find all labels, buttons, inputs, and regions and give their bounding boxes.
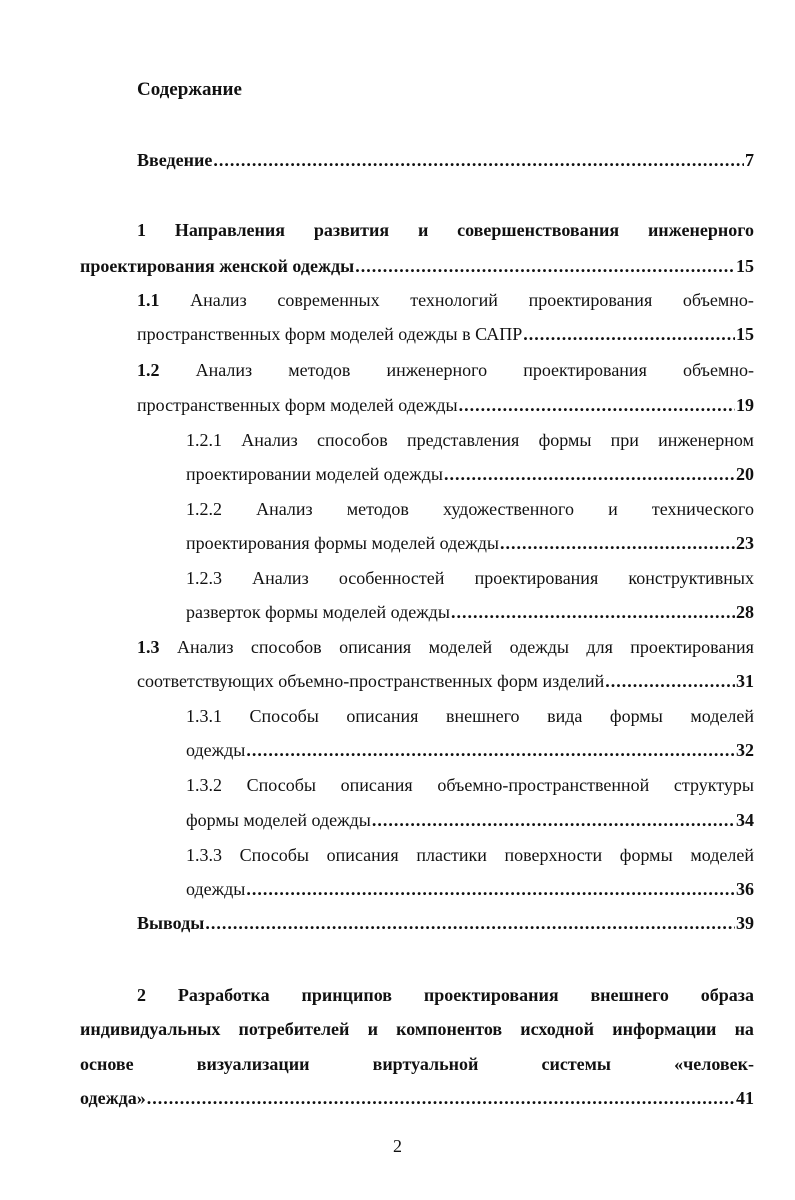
toc-word: методов: [346, 499, 409, 519]
toc-word: Способы: [246, 775, 316, 795]
toc-entry-1-3-line1[interactable]: [137, 635, 754, 659]
toc-word: исходной: [520, 1019, 595, 1039]
toc-page-number: 19: [736, 395, 754, 415]
toc-entry-1-2-1-line1[interactable]: [186, 428, 754, 452]
leader-dots: [523, 322, 735, 346]
toc-entry-1-3-2-line1[interactable]: [186, 773, 754, 797]
toc-word: компонентов: [396, 1019, 503, 1039]
toc-word: при: [610, 430, 639, 450]
toc-word: проектирования: [630, 637, 754, 657]
toc-word: формы: [609, 706, 663, 726]
leader-dots: [500, 531, 735, 555]
leader-dots: [205, 911, 735, 935]
subsection-number: 1.2.1: [186, 430, 222, 450]
toc-word: инженерном: [658, 430, 754, 450]
toc-label: одежда»: [80, 1088, 146, 1108]
toc-word: методов: [288, 360, 351, 380]
toc-word: и: [608, 499, 618, 519]
toc-word: принципов: [301, 985, 392, 1005]
toc-page-number: 39: [736, 913, 754, 933]
toc-word: проектирования: [528, 290, 653, 310]
toc-word: художественного: [443, 499, 574, 519]
toc-word: формы: [538, 430, 592, 450]
toc-word: Способы: [239, 845, 309, 865]
toc-page-number: 36: [736, 879, 754, 899]
leader-dots: [246, 877, 735, 901]
toc-entry-ch2-line2[interactable]: [80, 1017, 754, 1041]
toc-label: соответствующих объемно-пространственных форм изделий: [137, 671, 605, 691]
chapter-number: 1: [137, 220, 146, 240]
toc-word: технологий: [410, 290, 498, 310]
toc-word: потребителей: [238, 1019, 350, 1039]
toc-word: Анализ: [190, 290, 247, 310]
toc-page-number: 34: [736, 810, 754, 830]
toc-word: для: [586, 637, 613, 657]
toc-word: проектирования: [523, 360, 647, 380]
toc-word: особенностей: [338, 568, 445, 588]
toc-word: технического: [651, 499, 754, 519]
toc-entry-1-2-2-line2[interactable]: [186, 531, 754, 555]
toc-label: формы моделей одежды: [186, 810, 371, 830]
toc-word: описания: [326, 845, 399, 865]
toc-word: моделей: [690, 706, 754, 726]
toc-word: «человек-: [674, 1054, 754, 1074]
toc-word: проектирования: [423, 985, 559, 1005]
toc-word: описания: [339, 637, 412, 657]
toc-page-number: 15: [736, 324, 754, 344]
toc-word: проектирования: [474, 568, 599, 588]
toc-entry-1-2-1-line2[interactable]: [186, 462, 754, 486]
toc-word: развития: [313, 220, 390, 240]
toc-word: конструктивных: [628, 568, 754, 588]
leader-dots: [451, 600, 735, 624]
subsection-number: 1.3.3: [186, 845, 222, 865]
leader-dots: [213, 148, 744, 172]
toc-word: объемно-: [682, 360, 754, 380]
toc-word: и: [367, 1019, 378, 1039]
toc-entry-1-2-3-line2[interactable]: [186, 600, 754, 624]
toc-word: Анализ: [252, 568, 309, 588]
subsection-number: 1.2.3: [186, 568, 222, 588]
subsection-number: 1.3.1: [186, 706, 222, 726]
toc-entry-ch2-line1[interactable]: [137, 983, 754, 1007]
toc-word: совершенствования: [457, 220, 620, 240]
toc-word: основе: [80, 1054, 134, 1074]
toc-word: пластики: [416, 845, 487, 865]
leader-dots: [372, 808, 735, 832]
toc-entry-intro[interactable]: [137, 148, 754, 172]
toc-word: формы: [619, 845, 673, 865]
toc-page-number: 41: [736, 1088, 754, 1108]
toc-word: и: [417, 220, 429, 240]
toc-word: описания: [346, 706, 419, 726]
toc-word: современных: [277, 290, 380, 310]
toc-entry-1-3-1-line2[interactable]: [186, 738, 754, 762]
toc-page-number: 31: [736, 671, 754, 691]
toc-word: системы: [541, 1054, 611, 1074]
subsection-number: 1.2.2: [186, 499, 222, 519]
toc-word: моделей: [428, 637, 493, 657]
toc-label: пространственных форм моделей одежды в САПР: [137, 324, 523, 344]
section-number: 1.1: [137, 290, 160, 310]
leader-dots: [246, 738, 735, 762]
toc-page-number: 32: [736, 740, 754, 760]
toc-word: поверхности: [504, 845, 603, 865]
leader-dots: [355, 254, 735, 278]
toc-word: Анализ: [241, 430, 298, 450]
toc-word: представления: [406, 430, 520, 450]
toc-entry-ch2-line4[interactable]: [80, 1086, 754, 1110]
toc-word: инженерного: [647, 220, 754, 240]
toc-entry-ch1-line2[interactable]: [80, 254, 754, 278]
toc-word: Направления: [174, 220, 286, 240]
toc-word: внешнего: [445, 706, 520, 726]
page-title: Содержание: [137, 79, 242, 100]
toc-word: визуализации: [196, 1054, 310, 1074]
toc-page-number: 28: [736, 602, 754, 622]
toc-entry-ch1-line1[interactable]: [137, 218, 754, 242]
toc-word: инженерного: [386, 360, 488, 380]
toc-page-number: 23: [736, 533, 754, 553]
toc-word: объемно-: [682, 290, 754, 310]
toc-word: структуры: [673, 775, 754, 795]
toc-word: на: [734, 1019, 754, 1039]
toc-label: проектирования женской одежды: [80, 256, 355, 276]
toc-word: индивидуальных: [80, 1019, 221, 1039]
toc-word: информации: [612, 1019, 717, 1039]
toc-entry-1-3-3-line1[interactable]: [186, 843, 754, 867]
toc-word: вида: [547, 706, 583, 726]
leader-dots: [605, 669, 735, 693]
toc-label: проектирования формы моделей одежды: [186, 533, 499, 553]
toc-page-number: 7: [745, 150, 754, 170]
toc-page-number: 20: [736, 464, 754, 484]
page-number: 2: [393, 1136, 402, 1156]
toc-word: описания: [340, 775, 413, 795]
toc-word: Анализ: [256, 499, 313, 519]
toc-entry-1-2-3-line1[interactable]: [186, 566, 754, 590]
toc-label: пространственных форм моделей одежды: [137, 395, 458, 415]
toc-word: внешнего: [590, 985, 669, 1005]
chapter-number: 2: [137, 985, 146, 1005]
section-number: 1.3: [137, 637, 160, 657]
toc-word: виртуальной: [372, 1054, 479, 1074]
toc-entry-1-1-line1[interactable]: [137, 288, 754, 312]
toc-entry-1-2-line2[interactable]: [137, 393, 754, 417]
toc-entry-1-1-line2[interactable]: [137, 322, 754, 346]
toc-word: образа: [700, 985, 754, 1005]
section-number: 1.2: [137, 360, 160, 380]
toc-entry-conclusions[interactable]: [137, 911, 754, 935]
toc-word: моделей: [690, 845, 754, 865]
toc-label: одежды: [186, 879, 246, 899]
toc-word: способов: [250, 637, 322, 657]
toc-word: объемно-пространственной: [437, 775, 650, 795]
leader-dots: [459, 393, 735, 417]
toc-label: Введение: [137, 150, 213, 170]
toc-word: Анализ: [195, 360, 253, 380]
leader-dots: [147, 1086, 735, 1110]
toc-word: Способы: [249, 706, 319, 726]
toc-entry-1-2-line1[interactable]: [137, 358, 754, 382]
toc-label: разверток формы моделей одежды: [186, 602, 450, 622]
toc-entry-ch2-line3[interactable]: [80, 1052, 754, 1076]
toc-entry-1-3-1-line1[interactable]: [186, 704, 754, 728]
leader-dots: [444, 462, 735, 486]
toc-label: проектировании моделей одежды: [186, 464, 443, 484]
toc-entry-1-3-line2[interactable]: [137, 669, 754, 693]
toc-word: Разработка: [177, 985, 270, 1005]
toc-page-number: 15: [736, 256, 754, 276]
toc-entry-1-3-2-line2[interactable]: [186, 808, 754, 832]
toc-entry-1-3-3-line2[interactable]: [186, 877, 754, 901]
toc-word: способов: [316, 430, 388, 450]
toc-label: Выводы: [137, 913, 205, 933]
subsection-number: 1.3.2: [186, 775, 222, 795]
toc-word: одежды: [509, 637, 569, 657]
toc-word: Анализ: [176, 637, 234, 657]
toc-label: одежды: [186, 740, 246, 760]
toc-entry-1-2-2-line1[interactable]: [186, 497, 754, 521]
